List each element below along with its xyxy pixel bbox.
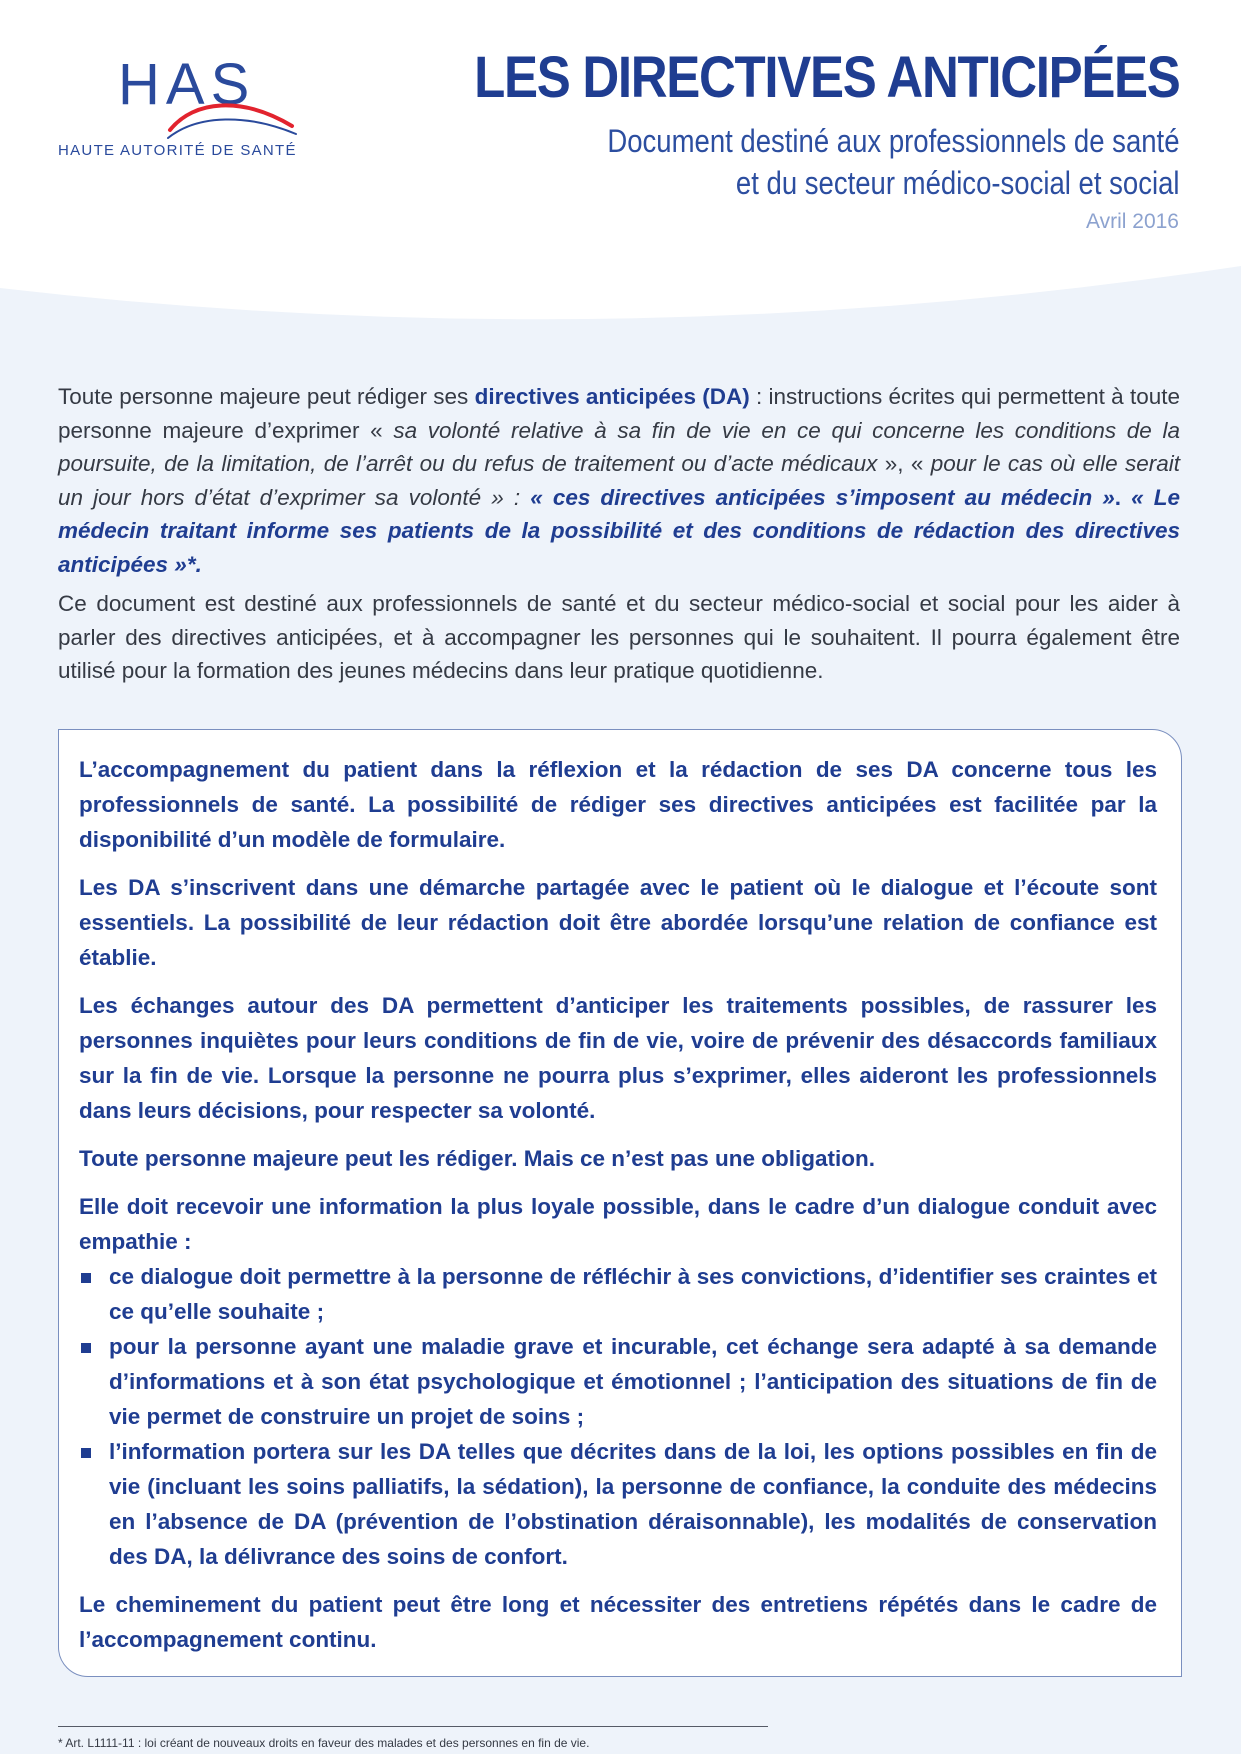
square-bullet-icon bbox=[81, 1448, 91, 1458]
list-item-text: pour la personne ayant une maladie grave et incurable, cet échange sera adapté à sa demande d’informations et à son état psychologique et émotionnel ; l’anticipation des situations de fin de vie permet de construire un projet de soins ; bbox=[109, 1334, 1157, 1429]
logo-mark: HAS bbox=[118, 52, 256, 117]
list-item bbox=[79, 1434, 1157, 1574]
intro-paragraph-2: Ce document est destiné aux professionnels de santé et du secteur médico-social et social pour les aider à parler des directives anticipées, et à accompagner les personnes qui le souhaitent. Il pourra également être utilisé pour la formation des jeunes médecins dans leur pratique quotidienne. bbox=[58, 591, 1180, 683]
title-block bbox=[378, 46, 1180, 234]
has-logo bbox=[56, 52, 356, 166]
intro-paragraph-1 bbox=[58, 380, 1180, 581]
key-paragraph: Elle doit recevoir une information la plus loyale possible, dans le cadre d’un dialogue conduit avec empathie : bbox=[79, 1194, 1157, 1254]
list-item bbox=[79, 1259, 1157, 1329]
document-title: LES DIRECTIVES ANTICIPÉES bbox=[473, 45, 1179, 110]
square-bullet-icon bbox=[81, 1273, 91, 1283]
subtitle-line-1: Document destiné aux professionnels de santé bbox=[606, 123, 1179, 159]
logo-subtitle: HAUTE AUTORITÉ DE SANTÉ bbox=[58, 142, 297, 159]
publication-date: Avril 2016 bbox=[1085, 210, 1179, 233]
list-item bbox=[79, 1329, 1157, 1434]
intro-law-quote: « Le médecin traitant informe ses patients de la possibilité et des conditions de rédaction des directives anticipées »*. bbox=[58, 484, 1180, 577]
key-paragraph: Les DA s’inscrivent dans une démarche partagée avec le patient où le dialogue et l’écoute sont essentiels. La possibilité de leur rédaction doit être abordée lorsqu’une relation de confiance est établie. bbox=[79, 875, 1157, 970]
intro-quote: sa volonté relative à sa fin de vie en ce qui concerne les conditions de la poursuite, de la limitation, de l’arrêt ou du refus de traitement ou d’acte médicaux bbox=[58, 417, 1180, 476]
intro-text: Toute personne majeure peut rédiger ses bbox=[58, 384, 475, 409]
intro-key-term: directives anticipées (DA) bbox=[474, 384, 750, 409]
intro-section bbox=[58, 380, 1180, 694]
document-subtitle bbox=[490, 120, 1179, 204]
square-bullet-icon bbox=[81, 1343, 91, 1353]
list-item-text: l’information portera sur les DA telles que décrites dans de la loi, les options possibles en fin de vie (incluant les soins palliatifs, la sédation), la personne de confiance, la conduite des médecins en l’absence de DA (prévention de l’obstination déraisonnable), les modalités de conservation des DA, la délivrance des soins de confort. bbox=[109, 1439, 1157, 1569]
key-bullet-list bbox=[79, 1259, 1157, 1574]
list-item-text: ce dialogue doit permettre à la personne de réfléchir à ses convictions, d’identifier ses craintes et ce qu’elle souhaite ; bbox=[109, 1264, 1157, 1324]
key-paragraph: L’accompagnement du patient dans la réflexion et la rédaction de ses DA concerne tous les professionnels de santé. La possibilité de rédiger ses directives anticipées est facilitée par la disponibilité d’un modèle de formulaire. bbox=[79, 757, 1157, 852]
key-paragraph: Le cheminement du patient peut être long et nécessiter des entretiens répétés dans le cadre de l’accompagnement continu. bbox=[79, 1592, 1157, 1652]
intro-law-quote: « ces directives anticipées s’imposent au médecin » bbox=[530, 484, 1115, 510]
subtitle-line-2: et du secteur médico-social et social bbox=[735, 165, 1179, 201]
intro-text: : instructions écrites qui permettent à toute personne majeure d’exprimer « bbox=[58, 384, 1180, 443]
footnote-divider bbox=[58, 1726, 768, 1727]
footnote: * Art. L1111-11 : loi créant de nouveaux droits en faveur des malades et des personnes en fin de vie. bbox=[58, 1736, 590, 1750]
intro-text: . bbox=[1114, 484, 1132, 510]
intro-text: » : bbox=[481, 484, 531, 510]
intro-quote: pour le cas où elle serait un jour hors d’état d’exprimer sa volonté bbox=[58, 451, 1180, 510]
key-paragraph: Toute personne majeure peut les rédiger. Mais ce n’est pas une obligation. bbox=[79, 1146, 876, 1171]
key-paragraph: Les échanges autour des DA permettent d’anticiper les traitements possibles, de rassurer les personnes inquiètes pour leurs conditions de fin de vie, voire de prévenir des désaccords familiaux sur la fin de vie. Lorsque la personne ne pourra plus s’exprimer, elles aideront les professionnels dans leurs décisions, pour respecter sa volonté. bbox=[79, 993, 1157, 1123]
intro-text: », « bbox=[877, 451, 931, 476]
key-points-box bbox=[58, 729, 1182, 1677]
logo-swoosh-icon bbox=[164, 84, 314, 144]
